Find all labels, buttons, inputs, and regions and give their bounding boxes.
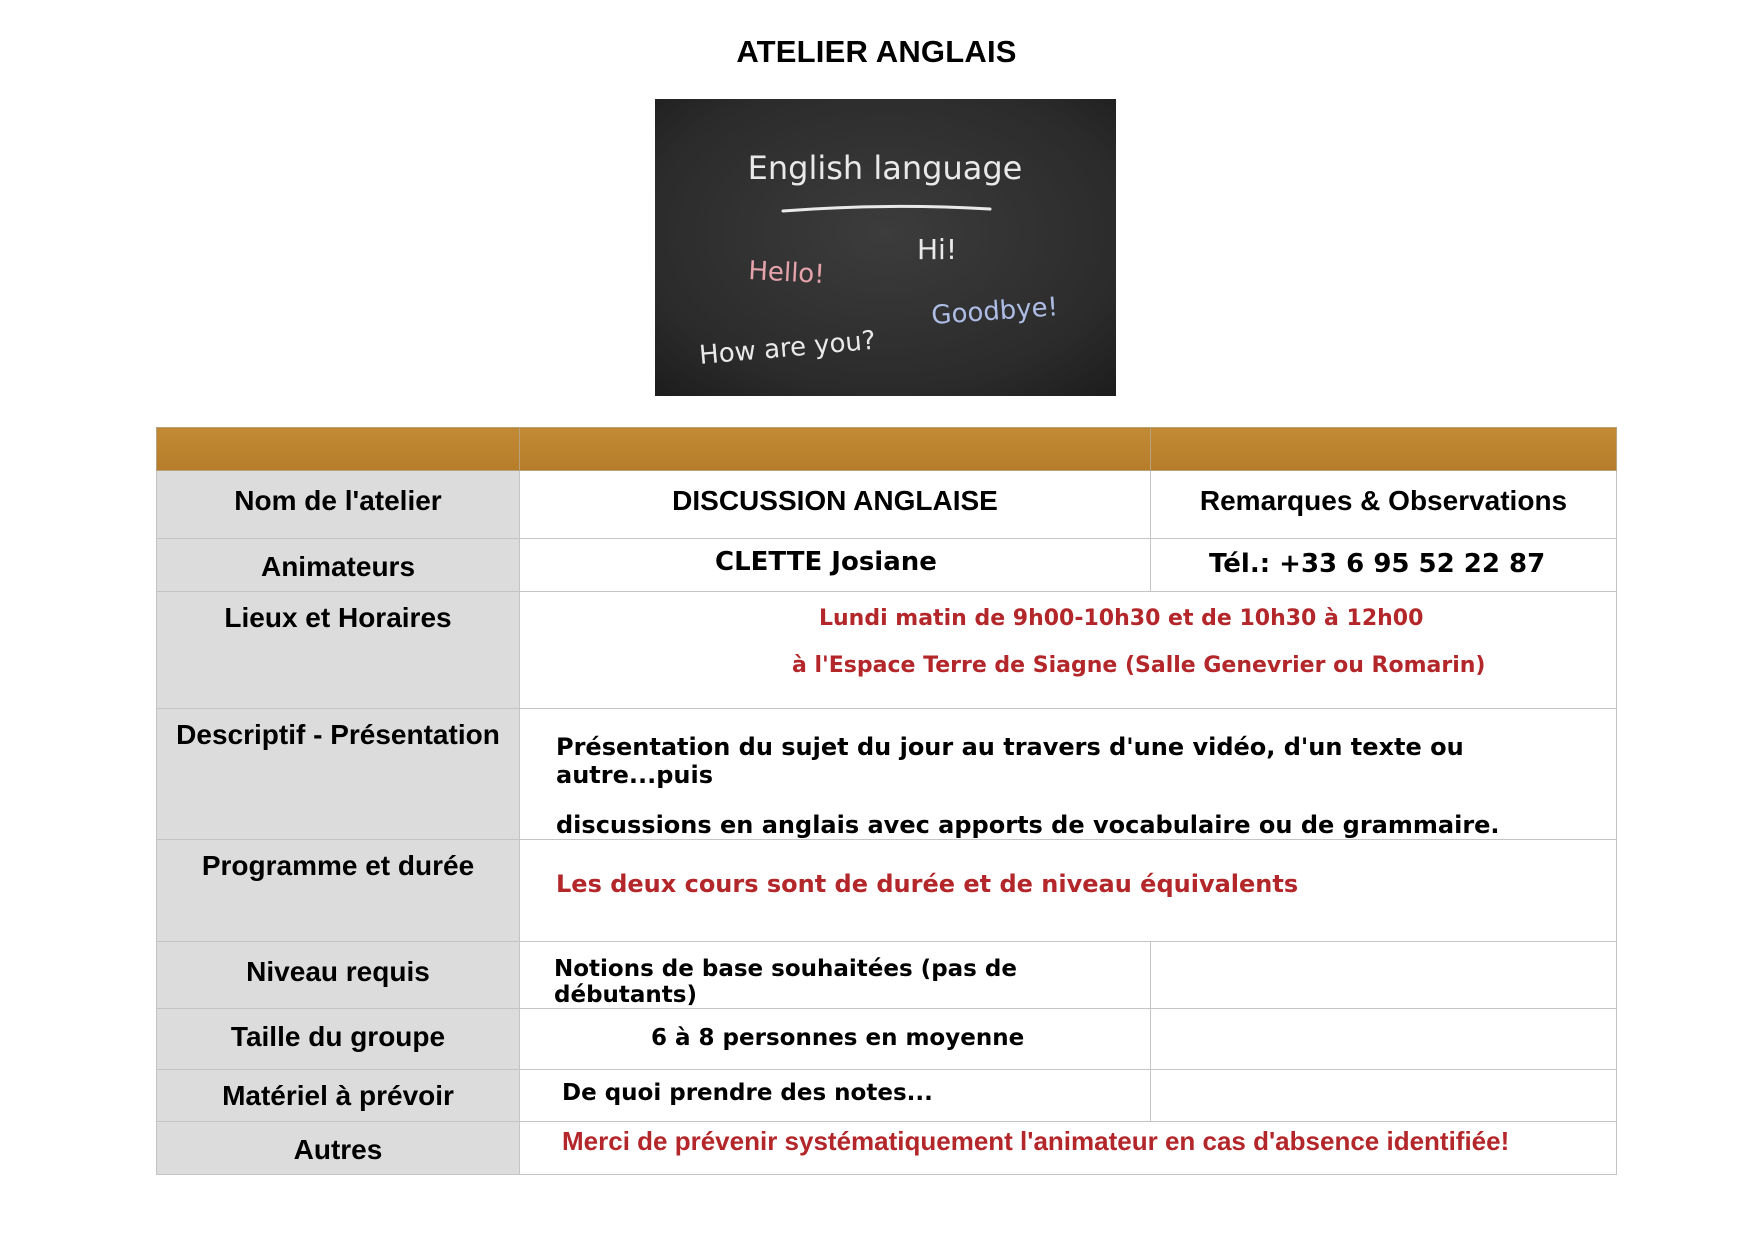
row-label-cell xyxy=(157,942,520,1009)
row-label-cell xyxy=(157,1009,520,1070)
value-cell xyxy=(520,1070,1151,1122)
table-row xyxy=(157,471,1617,539)
chalk-hello: Hello! xyxy=(747,256,826,290)
level-text: Notions de base souhaitées (pas de débutants) xyxy=(554,956,1017,1008)
header-band-cell xyxy=(1151,428,1617,471)
row-label-materiel: Matériel à prévoir xyxy=(222,1080,454,1111)
location-line: à l'Espace Terre de Siagne (Salle Genevrier ou Romarin) xyxy=(792,653,1486,678)
workshop-table xyxy=(156,427,1617,1175)
obs-cell xyxy=(1151,1070,1617,1122)
table-row xyxy=(157,942,1617,1009)
obs-cell xyxy=(1151,942,1617,1009)
animator-name: CLETTE Josiane xyxy=(715,547,937,577)
value-cell xyxy=(520,942,1151,1009)
chalkboard-image xyxy=(655,99,1116,396)
table-row xyxy=(157,1009,1617,1070)
row-label-animateurs: Animateurs xyxy=(260,551,416,582)
table-row xyxy=(157,840,1617,942)
header-band-cell xyxy=(157,428,520,471)
row-label-cell xyxy=(157,840,520,942)
table-row xyxy=(157,709,1617,840)
row-label-cell xyxy=(157,592,520,709)
table-row xyxy=(157,592,1617,709)
table-row xyxy=(157,1122,1617,1175)
row-label-cell xyxy=(157,1070,520,1122)
workshop-name: DISCUSSION ANGLAISE xyxy=(672,485,998,516)
absence-notice: Merci de prévenir systématiquement l'animateur en cas d'absence identifiée! xyxy=(562,1126,1510,1156)
value-cell xyxy=(520,539,1151,592)
chalk-hi: Hi! xyxy=(917,233,958,266)
row-label-taille: Taille du groupe xyxy=(230,1021,446,1052)
value-cell xyxy=(520,1122,1617,1175)
row-label-descriptif: Descriptif - Présentation xyxy=(176,719,500,750)
value-cell xyxy=(520,840,1617,942)
description-line-1: Présentation du sujet du jour au travers d'une vidéo, d'un texte ou autre...puis xyxy=(556,733,1464,789)
schedule-line: Lundi matin de 9h00-10h30 et de 10h30 à 12h00 xyxy=(819,606,1424,631)
chalk-heading: English language xyxy=(747,149,1023,187)
chalk-goodbye: Goodbye! xyxy=(930,292,1059,331)
row-label-cell xyxy=(157,471,520,539)
material-text: De quoi prendre des notes... xyxy=(562,1080,933,1106)
programme-text: Les deux cours sont de durée et de niveau équivalents xyxy=(556,870,1299,898)
value-cell xyxy=(520,1009,1151,1070)
obs-cell xyxy=(1151,539,1617,592)
group-size-text: 6 à 8 personnes en moyenne xyxy=(651,1025,1025,1051)
row-label-cell xyxy=(157,539,520,592)
value-cell xyxy=(520,709,1617,840)
row-label-cell xyxy=(157,709,520,840)
table-row xyxy=(157,1070,1617,1122)
remarks-header: Remarques & Observations xyxy=(1199,485,1568,516)
row-label-cell xyxy=(157,1122,520,1175)
chalk-how-are-you: How are you? xyxy=(697,325,877,371)
page-title: ATELIER ANGLAIS xyxy=(736,34,1017,69)
table-row xyxy=(157,539,1617,592)
value-cell xyxy=(520,592,1617,709)
row-label-autres: Autres xyxy=(293,1134,383,1165)
row-label-programme: Programme et durée xyxy=(201,850,475,881)
header-band-row xyxy=(157,428,1617,471)
animator-phone: Tél.: +33 6 95 52 22 87 xyxy=(1209,549,1546,579)
row-label-lieux: Lieux et Horaires xyxy=(224,602,452,633)
obs-cell xyxy=(1151,471,1617,539)
row-label-niveau: Niveau requis xyxy=(246,956,430,987)
value-cell xyxy=(520,471,1151,539)
header-band-cell xyxy=(520,428,1151,471)
description-line-2: discussions en anglais avec apports de vocabulaire ou de grammaire. xyxy=(556,811,1500,839)
obs-cell xyxy=(1151,1009,1617,1070)
row-label-nom: Nom de l'atelier xyxy=(234,485,442,516)
